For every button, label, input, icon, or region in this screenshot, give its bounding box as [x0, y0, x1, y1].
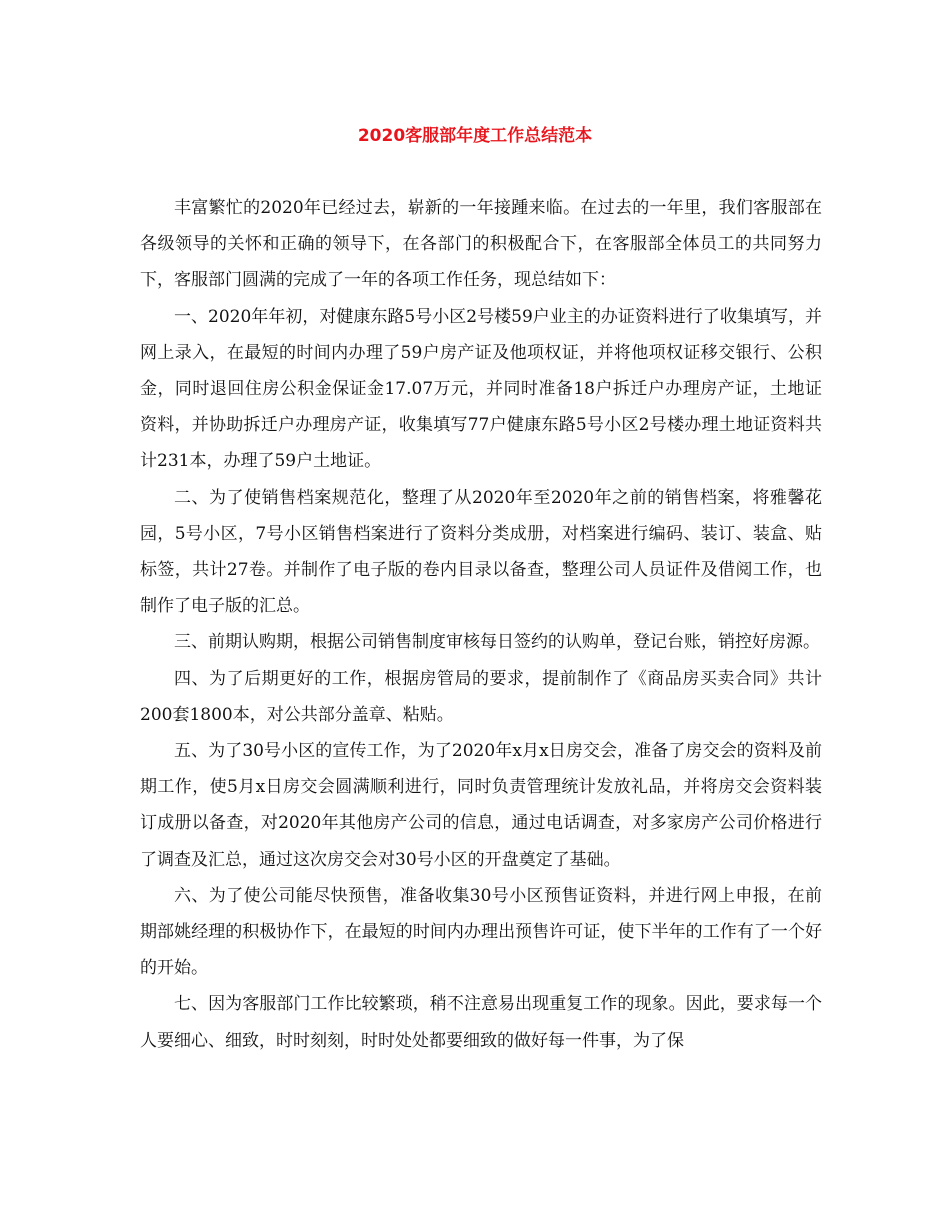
paragraph-item-5: 五、为了30号小区的宣传工作，为了2020年x月x日房交会，准备了房交会的资料及前期工作，使5月x日房交会圆满顺利进行，同时负责管理统计发放礼品，并将房交会资料装订成册以备查，对2020年其他房产公司的信息，通过电话调查，对多家房产公司价格进行了调查及汇总，通过这次房交会对30号小区的开盘奠定了基础。 — [140, 741, 822, 870]
document-title: 2020客服部年度工作总结范本 — [357, 126, 593, 146]
paragraph-item-2: 二、为了使销售档案规范化，整理了从2020年至2020年之前的销售档案，将雅馨花园，5号小区，7号小区销售档案进行了资料分类成册，对档案进行编码、装订、装盒、贴标签，共计27卷。并制作了电子版的卷内目录以备查，整理公司人员证件及借阅工作，也制作了电子版的汇总。 — [140, 487, 822, 617]
paragraph-item-4: 四、为了后期更好的工作，根据房管局的要求，提前制作了《商品房买卖合同》共计200套1800本，对公共部分盖章、粘贴。 — [140, 668, 822, 725]
paragraph-item-1: 一、2020年年初，对健康东路5号小区2号楼59户业主的办证资料进行了收集填写，并网上录入，在最短的时间内办理了59户房产证及他项权证，并将他项权证移交银行、公积金，同时退回住房公积金保证金17.07万元，并同时准备18户拆迁户办理房产证，土地证资料，并协助拆迁户办理房产证，收集填写77户健康东路5号小区2号楼办理土地证资料共计231本，办理了59户土地证。 — [140, 306, 822, 472]
paragraph-intro: 丰富繁忙的2020年已经过去，崭新的一年接踵来临。在过去的一年里，我们客服部在各级领导的关怀和正确的领导下，在各部门的积极配合下，在客服部全体员工的共同努力下，客服部门圆满的完成了一年的各项工作任务，现总结如下： — [140, 198, 822, 291]
paragraph-item-7: 七、因为客服部门工作比较繁琐，稍不注意易出现重复工作的现象。因此，要求每一个人要细心、细致，时时刻刻，时时处处都要细致的做好每一件事，为了保 — [140, 994, 822, 1051]
paragraph-item-3: 三、前期认购期，根据公司销售制度审核每日签约的认购单，登记台账，销控好房源。 — [174, 632, 820, 653]
paragraph-item-6: 六、为了使公司能尽快预售，准备收集30号小区预售证资料，并进行网上申报，在前期部姚经理的积极协作下，在最短的时间内办理出预售许可证，使下半年的工作有了一个好的开始。 — [140, 885, 822, 979]
document-body — [140, 190, 822, 1059]
